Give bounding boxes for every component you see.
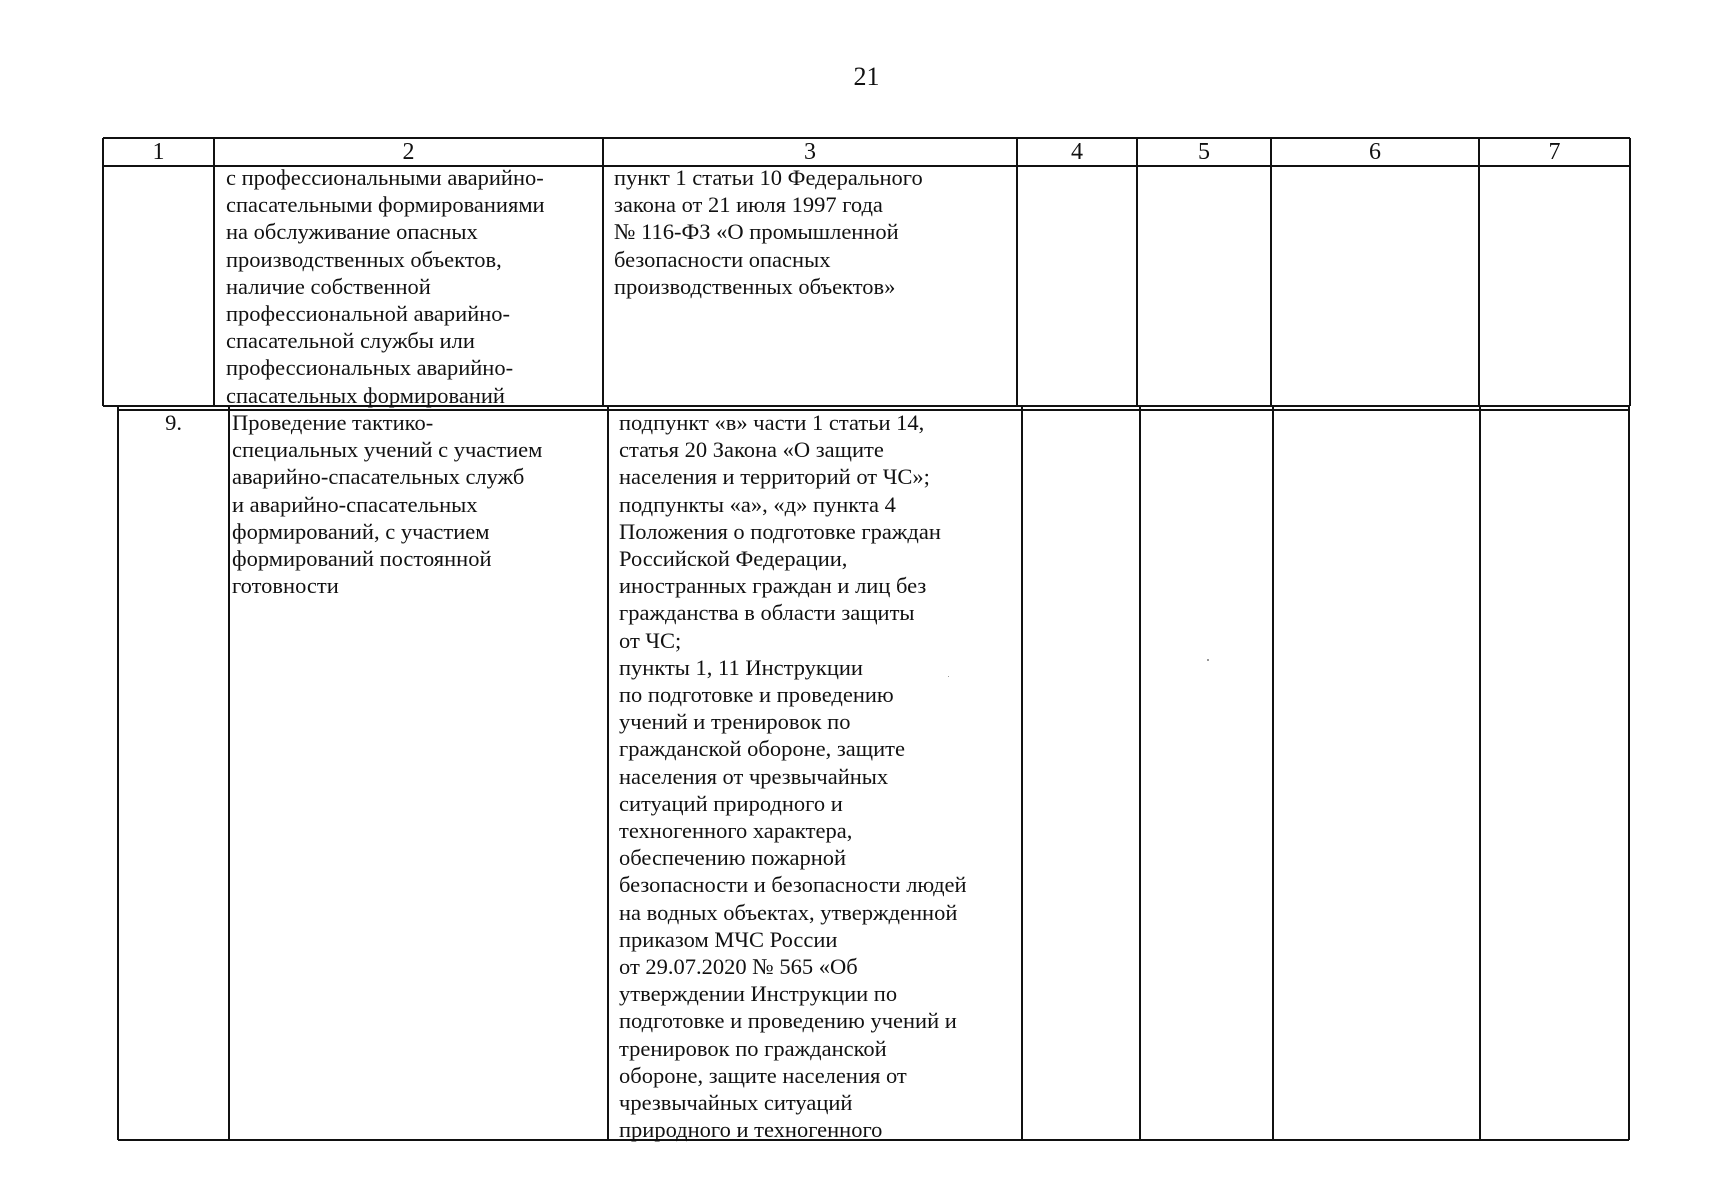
- header-cell-2: 2: [402, 139, 415, 165]
- requirement-cell: с профессиональными аварийно- спасательными формированиями на обслуживание опасных производственных объектов, наличие собственной профессиональной аварийно- спасательной службы или профессиональных аварийно- спасательных формирований: [226, 165, 545, 408]
- scan-speck: [948, 676, 949, 677]
- page-number: 21: [853, 62, 880, 91]
- header-cell-7: 7: [1548, 139, 1561, 165]
- header-cell-3: 3: [804, 139, 816, 165]
- requirement-cell: Проведение тактико- специальных учений с участием аварийно-спасательных служб и аварийно-спасательных формирований, с участием формирований постоянной готовности: [232, 410, 543, 599]
- scan-speck: [1207, 659, 1209, 661]
- header-cell-5: 5: [1198, 139, 1210, 165]
- row-number: 9.: [165, 410, 182, 435]
- header-cell-6: 6: [1369, 139, 1381, 165]
- header-cell-4: 4: [1071, 139, 1083, 165]
- legal-basis-cell: пункт 1 статьи 10 Федерального закона от 21 июля 1997 года № 116-ФЗ «О промышленной безопасности опасных производственных объектов»: [614, 165, 923, 299]
- header-cell-1: 1: [152, 139, 165, 165]
- legal-basis-cell: подпункт «в» части 1 статьи 14, статья 20 Закона «О защите населения и территорий от ЧС»; подпункты «а», «д» пункта 4 Положения о подготовке граждан Российской Федерации, иностранных граждан и лиц без гражданства в области защиты от ЧС; пункты 1, 11 Инструкции по подготовке и проведению учений и тренировок по гражданской обороне, защите населения от чрезвычайных ситуаций природного и техногенного характера, обеспечению пожарной безопасности и безопасности людей на водных объектах, утвержденной приказом МЧС России от 29.07.2020 № 565 «Об утверждении Инструкции по подготовке и проведению учений и тренировок по гражданской обороне, защите населения от чрезвычайных ситуаций природного и техногенного: [619, 410, 967, 1143]
